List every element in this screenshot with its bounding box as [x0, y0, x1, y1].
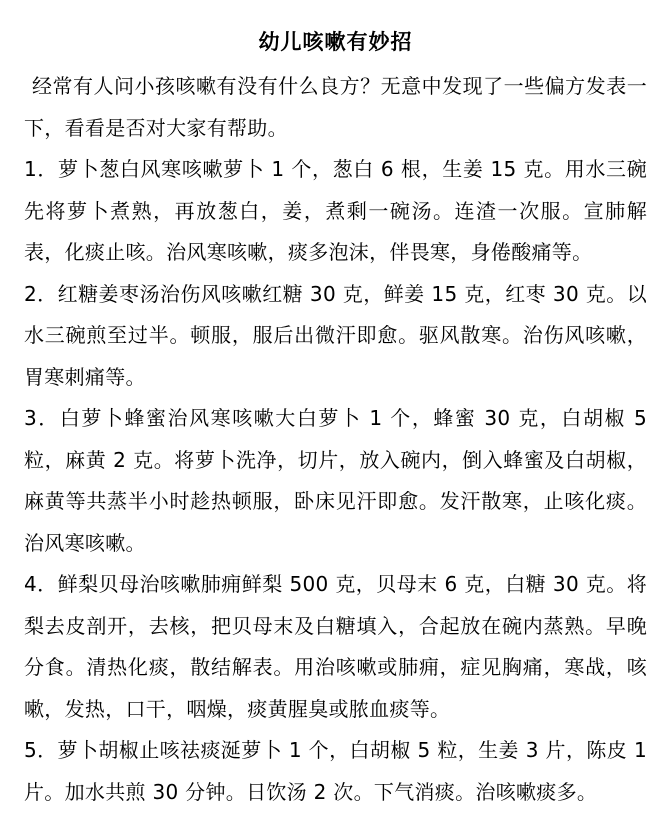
remedy-item-2: 2．红糖姜枣汤治伤风咳嗽红糖 30 克，鲜姜 15 克，红枣 30 克。以水三碗煎至过半。顿服，服后出微汗即愈。驱风散寒。治伤风咳嗽，胃寒刺痛等。	[24, 281, 647, 389]
remedy-item-5: 5．萝卜胡椒止咳祛痰涎萝卜 1 个，白胡椒 5 粒，生姜 3 片，陈皮 1 片。加水共煎 30 分钟。日饮汤 2 次。下气消痰。治咳嗽痰多。	[24, 738, 647, 804]
remedy-item-1: 1．萝卜葱白风寒咳嗽萝卜 1 个，葱白 6 根，生姜 15 克。用水三碗先将萝卜煮熟，再放葱白，姜，煮剩一碗汤。连渣一次服。宣肺解表，化痰止咳。治风寒咳嗽，痰多泡沫，伴畏寒，身倦酸痛等。	[24, 157, 647, 264]
intro-paragraph: 经常有人问小孩咳嗽有没有什么良方？无意中发现了一些偏方发表一下，看看是否对大家有帮助。	[24, 74, 647, 140]
remedy-item-3: 3．白萝卜蜂蜜治风寒咳嗽大白萝卜 1 个，蜂蜜 30 克，白胡椒 5 粒，麻黄 2 克。将萝卜洗净，切片，放入碗内，倒入蜂蜜及白胡椒，麻黄等共蒸半小时趁热顿服，卧床见汗即愈。发汗散寒，止咳化痰。治风寒咳嗽。	[24, 406, 647, 555]
document-title: 幼儿咳嗽有妙招	[258, 29, 413, 54]
remedy-item-4: 4．鲜梨贝母治咳嗽肺痈鲜梨 500 克，贝母末 6 克，白糖 30 克。将梨去皮剖开，去核，把贝母末及白糖填入，合起放在碗内蒸熟。早晚分食。清热化痰，散结解表。用治咳嗽或肺痈，症见胸痛，寒战，咳嗽，发热，口干，咽燥，痰黄腥臭或脓血痰等。	[24, 572, 647, 721]
